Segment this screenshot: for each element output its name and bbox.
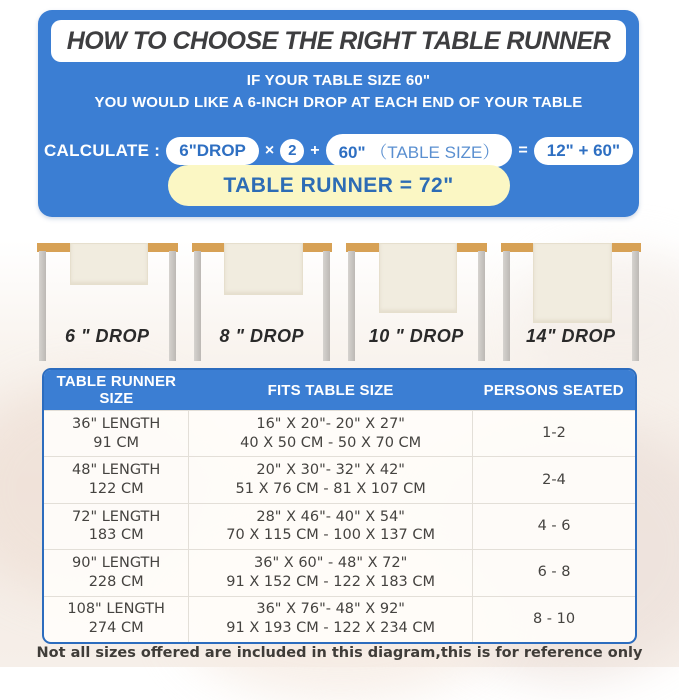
cell-runner-size: [44, 411, 188, 456]
runner-size-in: 48" LENGTH: [72, 462, 161, 479]
runner-size-in: 36" LENGTH: [72, 415, 161, 432]
fits-size-cm: 70 X 115 CM - 100 X 137 CM: [226, 527, 436, 544]
times-sign: ×: [264, 141, 275, 159]
calculate-label: CALCULATE :: [43, 140, 161, 160]
footer-note-text: Not all sizes offered are included in this diagram,this is for reference only: [36, 644, 643, 661]
column-header-fits-table: FITS TABLE SIZE: [267, 381, 394, 399]
calculation-row: [38, 134, 639, 167]
footer-note: [0, 638, 679, 667]
result-pill: [168, 165, 510, 206]
intro-line-1: IF YOUR TABLE SIZE 60": [246, 72, 431, 89]
cell-persons: 6 - 8: [537, 564, 571, 581]
cell-persons: 1-2: [542, 425, 566, 442]
table-row: [44, 549, 635, 595]
cell-fits-size: [188, 550, 473, 595]
fits-size-in: 36" X 60" - 48" X 72": [254, 555, 408, 572]
table-runner-cloth: [379, 243, 458, 313]
table-drop-figure-10: [344, 240, 489, 363]
runner-size-cm: 228 CM: [88, 573, 144, 590]
runner-size-cm: 122 CM: [88, 481, 144, 498]
runner-size-in: 108" LENGTH: [67, 601, 165, 618]
table-header-row: [44, 370, 635, 410]
column-header-runner-size: TABLE RUNNER SIZE: [56, 373, 177, 407]
cell-persons: 2-4: [542, 471, 566, 488]
table-drop-figure-6: [35, 240, 180, 363]
table-row: [44, 410, 635, 456]
cell-fits-size: [188, 597, 473, 642]
page-title: HOW TO CHOOSE THE RIGHT TABLE RUNNER: [66, 26, 611, 55]
fits-size-in: 36" X 76"- 48" X 92": [256, 601, 405, 618]
drop-label: 14" DROP: [525, 326, 616, 346]
table-drop-figure-8: [190, 240, 335, 363]
column-header-persons: PERSONS SEATED: [483, 381, 624, 399]
drop-illustrations: [30, 240, 648, 363]
cell-runner-size: [44, 597, 188, 642]
cell-persons: 4 - 6: [537, 518, 571, 535]
runner-size-cm: 274 CM: [88, 620, 144, 637]
explainer-panel: [38, 10, 639, 217]
table-size-value: 60": [338, 143, 366, 162]
plus-sign: +: [310, 141, 320, 159]
table-runner-cloth: [533, 243, 612, 323]
table-runner-cloth: [70, 243, 149, 285]
cell-fits-size: [188, 457, 473, 502]
table-size-label: （TABLE SIZE）: [370, 143, 500, 162]
runner-size-in: 72" LENGTH: [72, 508, 161, 525]
fits-size-cm: 51 X 76 CM - 81 X 107 CM: [235, 481, 426, 498]
result-text: TABLE RUNNER = 72": [223, 173, 454, 197]
multiplier-circle: 2: [280, 139, 304, 163]
runner-size-in: 90" LENGTH: [72, 555, 161, 572]
runner-size-cm: 91 CM: [93, 434, 139, 451]
cell-runner-size: [44, 550, 188, 595]
title-banner: [51, 20, 626, 62]
drop-label: 6 " DROP: [64, 326, 150, 346]
drop-pill: 6"DROP: [166, 137, 259, 165]
cell-fits-size: [188, 504, 473, 549]
table-row: [44, 456, 635, 502]
drop-label: 8 " DROP: [219, 326, 305, 346]
fits-size-in: 16" X 20"- 20" X 27": [256, 415, 405, 432]
size-reference-table: [42, 368, 637, 644]
table-size-pill: [326, 134, 513, 167]
equals-sign: =: [518, 141, 528, 159]
cell-fits-size: [188, 411, 473, 456]
fits-size-in: 20" X 30"- 32" X 42": [256, 462, 405, 479]
cell-runner-size: [44, 457, 188, 502]
cell-persons: 8 - 10: [532, 610, 576, 627]
fits-size-in: 28" X 46"- 40" X 54": [256, 508, 405, 525]
table-row: [44, 596, 635, 642]
fits-size-cm: 91 X 193 CM - 122 X 234 CM: [226, 620, 436, 637]
table-drop-figure-14: [499, 240, 644, 363]
fits-size-cm: 91 X 152 CM - 122 X 183 CM: [226, 573, 436, 590]
runner-size-cm: 183 CM: [88, 527, 144, 544]
intro-line-2: YOU WOULD LIKE A 6-INCH DROP AT EACH END OF YOUR TABLE: [94, 94, 583, 111]
table-runner-cloth: [224, 243, 303, 295]
sum-pill: 12" + 60": [534, 137, 633, 165]
cell-runner-size: [44, 504, 188, 549]
fits-size-cm: 40 X 50 CM - 50 X 70 CM: [240, 434, 422, 451]
table-row: [44, 503, 635, 549]
drop-label: 10 " DROP: [368, 326, 464, 346]
